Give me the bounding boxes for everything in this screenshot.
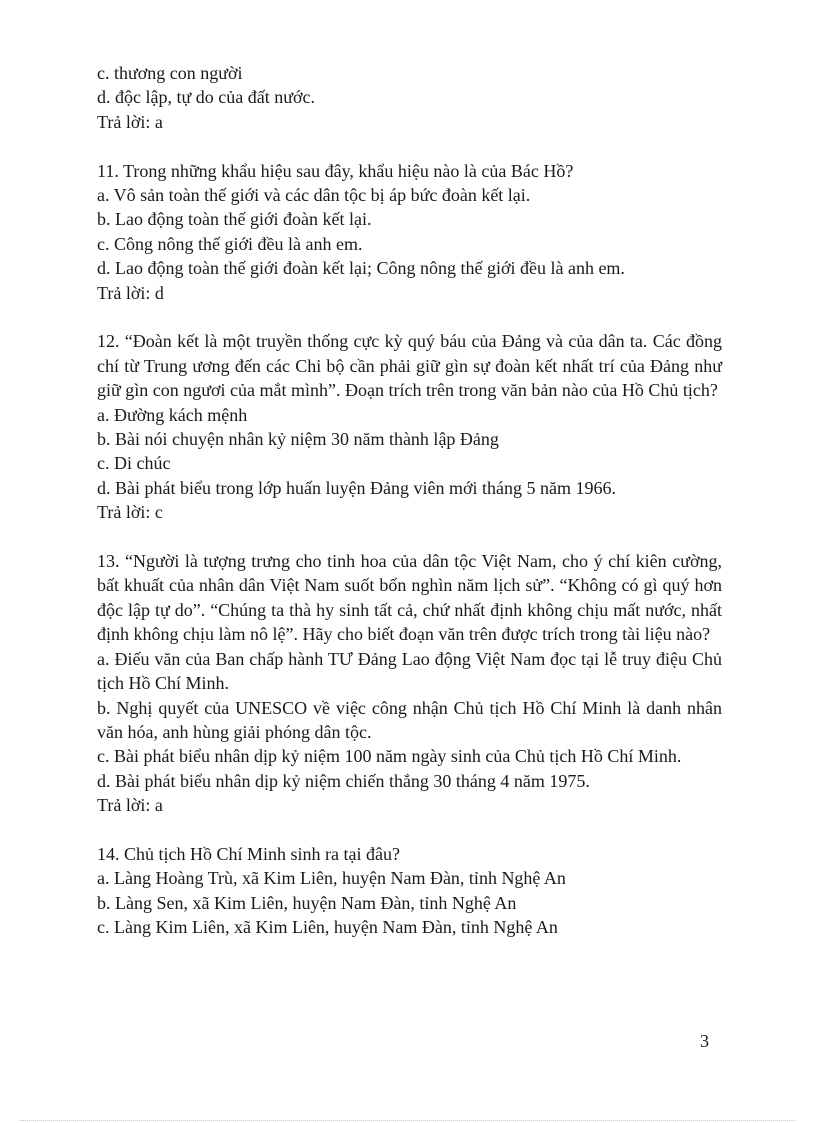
spacer — [97, 525, 722, 549]
answer-option: b. Bài nói chuyện nhân kỷ niệm 30 năm thành lập Đảng — [97, 429, 499, 450]
answer-option: a. Vô sản toàn thế giới và các dân tộc bị áp bức đoàn kết lại. — [97, 185, 531, 206]
answer-option: a. Điếu văn của Ban chấp hành TƯ Đảng Lao động Việt Nam đọc tại lễ truy điệu Chủ tịch Hồ Chí Minh. — [97, 648, 722, 694]
page-number: 3 — [700, 1031, 709, 1051]
answer-option: d. Lao động toàn thế giới đoàn kết lại; Công nông thế giới đều là anh em. — [97, 258, 625, 279]
answer-option: c. Làng Kim Liên, xã Kim Liên, huyện Nam Đàn, tỉnh Nghệ An — [97, 917, 558, 938]
question-text: 14. Chủ tịch Hồ Chí Minh sinh ra tại đâu? — [97, 843, 400, 864]
answer-option: d. Bài phát biểu nhân dịp kỷ niệm chiến thắng 30 tháng 4 năm 1975. — [97, 770, 590, 791]
page-bottom-divider — [20, 1120, 796, 1121]
carryover-answer: Trả lời: a — [97, 111, 163, 132]
answer-option: b. Làng Sen, xã Kim Liên, huyện Nam Đàn, tỉnh Nghệ An — [97, 892, 517, 913]
answer-option: c. Bài phát biểu nhân dịp kỷ niệm 100 năm ngày sinh của Chủ tịch Hồ Chí Minh. — [97, 746, 682, 767]
question-block-14 — [97, 842, 722, 940]
answer-key: Trả lời: c — [97, 502, 163, 523]
answer-option: a. Đường kách mệnh — [97, 404, 248, 425]
question-block-11 — [97, 159, 722, 305]
question-block-12 — [97, 329, 722, 524]
carryover-option-d: d. độc lập, tự do của đất nước. — [97, 87, 315, 108]
answer-option: d. Bài phát biểu trong lớp huấn luyện Đảng viên mới tháng 5 năm 1966. — [97, 477, 616, 498]
spacer — [97, 134, 722, 158]
page-body — [97, 61, 722, 940]
answer-option: c. Công nông thế giới đều là anh em. — [97, 233, 363, 254]
answer-key: Trả lời: d — [97, 282, 164, 303]
question-text: 12. “Đoàn kết là một truyền thống cực kỳ quý báu của Đảng và của dân ta. Các đồng chí từ Trung ương đến các Chi bộ cần phải giữ gìn sự đoàn kết nhất trí của Đảng như giữ gìn con ngươi của mắt mình”. Đoạn trích trên trong văn bản nào của Hồ Chủ tịch? — [97, 331, 722, 401]
question-text: 13. “Người là tượng trưng cho tinh hoa của dân tộc Việt Nam, cho ý chí kiên cường, bất khuất của nhân dân Việt Nam suốt bốn nghìn năm lịch sử”. “Không có gì quý hơn độc lập tự do”. “Chúng ta thà hy sinh tất cả, chứ nhất định không chịu mất nước, nhất định không chịu làm nô lệ”. Hãy cho biết đoạn văn trên được trích trong tài liệu nào? — [97, 551, 722, 645]
answer-key: Trả lời: a — [97, 795, 163, 816]
question-text: 11. Trong những khẩu hiệu sau đây, khẩu hiệu nào là của Bác Hồ? — [97, 160, 574, 181]
answer-option: b. Nghị quyết của UNESCO về việc công nhận Chủ tịch Hồ Chí Minh là danh nhân văn hóa, anh hùng giải phóng dân tộc. — [97, 697, 722, 742]
answer-option: c. Di chúc — [97, 453, 171, 474]
answer-option: b. Lao động toàn thế giới đoàn kết lại. — [97, 209, 372, 230]
spacer — [97, 305, 722, 329]
carryover-option-c: c. thương con người — [97, 63, 243, 83]
spacer — [97, 818, 722, 842]
answer-option: a. Làng Hoàng Trù, xã Kim Liên, huyện Nam Đàn, tỉnh Nghệ An — [97, 868, 566, 889]
question-block-13 — [97, 549, 722, 817]
